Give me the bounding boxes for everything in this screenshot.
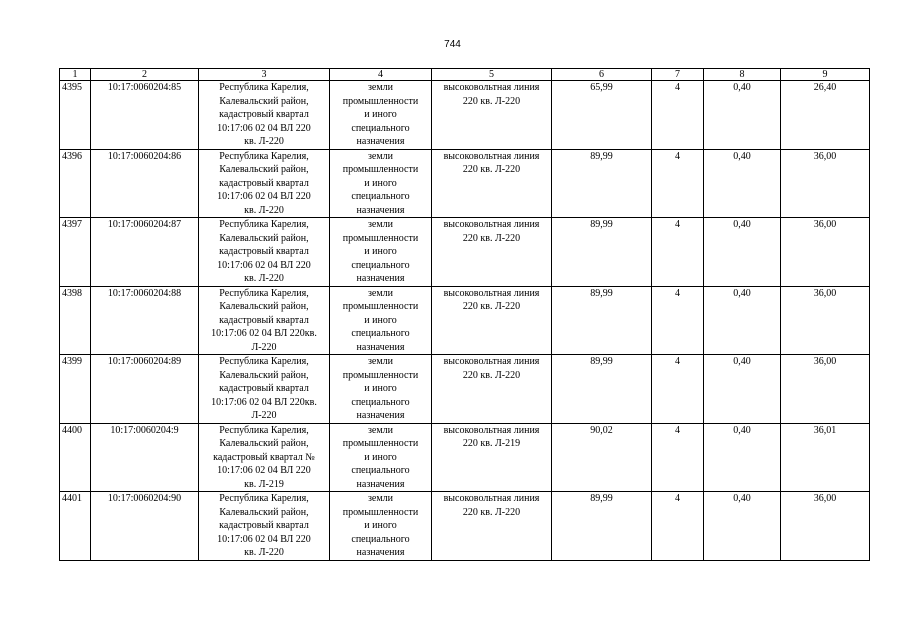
cell-line: Л-220 [251, 410, 277, 421]
column-header: 8 [704, 69, 781, 81]
row-id-cell: 4399 [60, 355, 91, 424]
cell-line: и иного [364, 451, 397, 463]
cell-line: и иного [364, 520, 397, 531]
area-cell: 90,02 [552, 423, 652, 492]
column-number-row [60, 69, 870, 81]
land-category-cell [330, 218, 432, 287]
address-cell [199, 81, 330, 150]
rate-cell: 0,40 [704, 218, 781, 287]
cell-line: Калевальский район, [219, 438, 309, 449]
cell-line: земли [367, 424, 394, 436]
cell-line: высоковольтная линия [443, 424, 540, 436]
cell-line: Калевальский район, [219, 506, 309, 518]
cell-line: 220 кв. Л-220 [462, 164, 521, 175]
cadastral-number-cell: 10:17:0060204:85 [91, 81, 199, 150]
column-header: 1 [60, 69, 91, 81]
permitted-use-cell [432, 286, 552, 355]
amount-cell: 36,00 [781, 149, 870, 218]
permitted-use-cell [432, 492, 552, 561]
amount-cell: 36,00 [781, 286, 870, 355]
cell-line: высоковольтная линия [443, 493, 540, 504]
row-id-cell: 4395 [60, 81, 91, 150]
cell-line: специального [351, 259, 410, 271]
amount-cell: 36,00 [781, 218, 870, 287]
class-cell: 4 [652, 218, 704, 287]
cell-line: кадастровый квартал [219, 246, 309, 257]
cell-line: назначения [356, 273, 405, 284]
table-row [60, 149, 870, 218]
cadastral-number-cell: 10:17:0060204:87 [91, 218, 199, 287]
rate-cell: 0,40 [704, 81, 781, 150]
cell-line: 10:17:06 02 04 ВЛ 220 [217, 259, 311, 271]
class-cell: 4 [652, 423, 704, 492]
cell-line: земли [367, 150, 394, 162]
cell-line: 10:17:06 02 04 ВЛ 220кв. [211, 328, 317, 339]
cell-line: специального [351, 122, 410, 134]
cell-line: специального [351, 191, 410, 202]
address-cell [199, 149, 330, 218]
class-cell: 4 [652, 355, 704, 424]
cell-line: кадастровый квартал [219, 314, 309, 326]
class-cell: 4 [652, 492, 704, 561]
cell-line: назначения [356, 136, 405, 147]
area-cell: 89,99 [552, 355, 652, 424]
cell-line: назначения [356, 410, 405, 421]
cell-line: Республика Карелия, [219, 219, 309, 230]
cell-line: 220 кв. Л-220 [462, 232, 521, 244]
cell-line: промышленности [342, 301, 419, 312]
cell-line: Калевальский район, [219, 164, 309, 175]
cell-line: Л-220 [251, 341, 277, 353]
cell-line: высоковольтная линия [443, 150, 540, 162]
cell-line: кв. Л-220 [244, 547, 284, 558]
land-category-cell [330, 286, 432, 355]
column-header: 3 [199, 69, 330, 81]
cell-line: Республика Карелия, [219, 424, 309, 436]
cadastral-number-cell: 10:17:0060204:89 [91, 355, 199, 424]
cell-line: и иного [364, 177, 397, 189]
cell-line: специального [351, 328, 410, 339]
column-header: 7 [652, 69, 704, 81]
cadastral-number-cell: 10:17:0060204:88 [91, 286, 199, 355]
cell-line: Республика Карелия, [219, 356, 309, 367]
row-id-cell: 4400 [60, 423, 91, 492]
row-id-cell: 4397 [60, 218, 91, 287]
cell-line: Республика Карелия, [219, 287, 309, 299]
cell-line: 220 кв. Л-220 [462, 301, 521, 312]
cell-line: кадастровый квартал [219, 383, 309, 394]
cell-line: Республика Карелия, [219, 493, 309, 504]
column-header: 2 [91, 69, 199, 81]
cell-line: земли [367, 287, 394, 299]
land-category-cell [330, 81, 432, 150]
cell-line: Калевальский район, [219, 232, 309, 244]
address-cell [199, 286, 330, 355]
cell-line: промышленности [342, 95, 419, 107]
table-row [60, 355, 870, 424]
cell-line: высоковольтная линия [443, 287, 540, 299]
cell-line: промышленности [342, 438, 419, 449]
column-header: 9 [781, 69, 870, 81]
class-cell: 4 [652, 286, 704, 355]
amount-cell: 26,40 [781, 81, 870, 150]
address-cell [199, 355, 330, 424]
address-cell [199, 423, 330, 492]
rate-cell: 0,40 [704, 423, 781, 492]
table-row [60, 81, 870, 150]
column-header: 6 [552, 69, 652, 81]
cell-line: и иного [364, 383, 397, 394]
cell-line: высоковольтная линия [443, 82, 540, 93]
cell-line: специального [351, 533, 410, 545]
area-cell: 65,99 [552, 81, 652, 150]
permitted-use-cell [432, 81, 552, 150]
cell-line: кв. Л-220 [244, 136, 284, 147]
class-cell: 4 [652, 81, 704, 150]
cell-line: назначения [356, 204, 405, 216]
row-id-cell: 4396 [60, 149, 91, 218]
cell-line: и иного [364, 246, 397, 257]
cell-line: назначения [356, 478, 405, 490]
cell-line: назначения [356, 341, 405, 353]
cell-line: 10:17:06 02 04 ВЛ 220 [217, 191, 311, 202]
table-row [60, 423, 870, 492]
cell-line: 220 кв. Л-219 [462, 438, 521, 449]
address-cell [199, 492, 330, 561]
land-category-cell [330, 423, 432, 492]
column-header: 5 [432, 69, 552, 81]
cell-line: и иного [364, 314, 397, 326]
rate-cell: 0,40 [704, 355, 781, 424]
amount-cell: 36,00 [781, 355, 870, 424]
area-cell: 89,99 [552, 149, 652, 218]
row-id-cell: 4401 [60, 492, 91, 561]
cell-line: 10:17:06 02 04 ВЛ 220 [217, 533, 311, 545]
cell-line: Республика Карелия, [219, 82, 309, 93]
cell-line: специального [351, 396, 410, 408]
rate-cell: 0,40 [704, 492, 781, 561]
cell-line: земли [367, 82, 394, 93]
rate-cell: 0,40 [704, 149, 781, 218]
cell-line: кадастровый квартал [219, 520, 309, 531]
table-row [60, 492, 870, 561]
cell-line: 220 кв. Л-220 [462, 506, 521, 518]
cadastral-number-cell: 10:17:0060204:9 [91, 423, 199, 492]
column-header: 4 [330, 69, 432, 81]
rate-cell: 0,40 [704, 286, 781, 355]
cell-line: промышленности [342, 506, 419, 518]
area-cell: 89,99 [552, 286, 652, 355]
cell-line: промышленности [342, 369, 419, 381]
cell-line: высоковольтная линия [443, 219, 540, 230]
area-cell: 89,99 [552, 492, 652, 561]
cell-line: промышленности [342, 232, 419, 244]
cell-line: кв. Л-219 [244, 478, 284, 490]
page-number: 744 [444, 39, 461, 50]
cell-line: земли [367, 219, 394, 230]
land-category-cell [330, 355, 432, 424]
row-id-cell: 4398 [60, 286, 91, 355]
cell-line: кв. Л-220 [244, 273, 284, 284]
cell-line: высоковольтная линия [443, 356, 540, 367]
table-row [60, 218, 870, 287]
cell-line: кв. Л-220 [244, 204, 284, 216]
class-cell: 4 [652, 149, 704, 218]
cell-line: промышленности [342, 164, 419, 175]
cell-line: 220 кв. Л-220 [462, 95, 521, 107]
permitted-use-cell [432, 355, 552, 424]
cell-line: 10:17:06 02 04 ВЛ 220кв. [211, 396, 317, 408]
permitted-use-cell [432, 149, 552, 218]
land-parcel-table [59, 68, 870, 561]
cell-line: Калевальский район, [219, 95, 309, 107]
cell-line: кадастровый квартал [219, 177, 309, 189]
permitted-use-cell [432, 423, 552, 492]
cadastral-number-cell: 10:17:0060204:86 [91, 149, 199, 218]
cell-line: Калевальский район, [219, 369, 309, 381]
cell-line: земли [367, 356, 394, 367]
amount-cell: 36,01 [781, 423, 870, 492]
cell-line: назначения [356, 547, 405, 558]
land-category-cell [330, 492, 432, 561]
table-row [60, 286, 870, 355]
cell-line: Калевальский район, [219, 301, 309, 312]
cadastral-number-cell: 10:17:0060204:90 [91, 492, 199, 561]
amount-cell: 36,00 [781, 492, 870, 561]
address-cell [199, 218, 330, 287]
land-category-cell [330, 149, 432, 218]
cell-line: кадастровый квартал № [213, 451, 315, 463]
cell-line: 10:17:06 02 04 ВЛ 220 [217, 465, 311, 476]
cell-line: Республика Карелия, [219, 150, 309, 162]
permitted-use-cell [432, 218, 552, 287]
cell-line: земли [367, 493, 394, 504]
cell-line: специального [351, 465, 410, 476]
cell-line: и иного [364, 109, 397, 120]
area-cell: 89,99 [552, 218, 652, 287]
cell-line: 220 кв. Л-220 [462, 369, 521, 381]
cell-line: кадастровый квартал [219, 109, 309, 120]
cell-line: 10:17:06 02 04 ВЛ 220 [217, 122, 311, 134]
